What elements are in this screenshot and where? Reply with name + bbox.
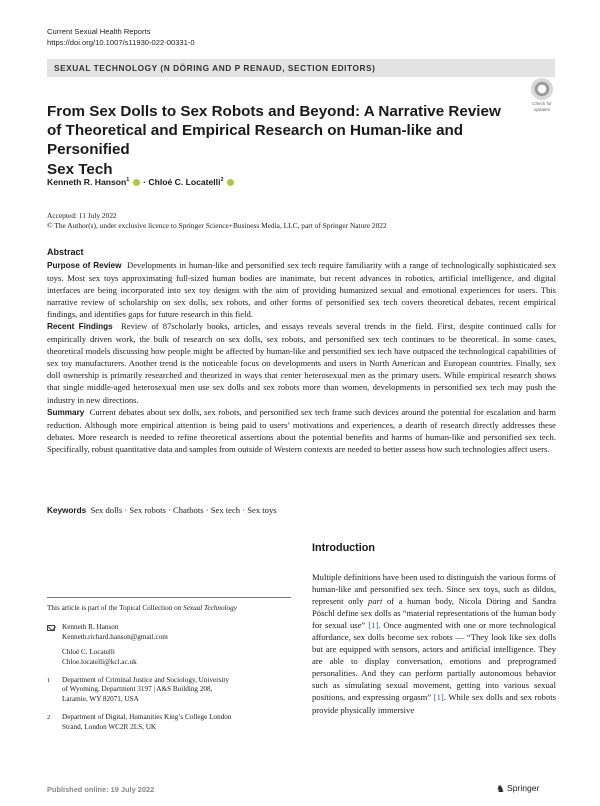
affiliation-number: 2 [47, 714, 51, 722]
title-line: From Sex Dolls to Sex Robots and Beyond: A Narrative Review [47, 103, 501, 120]
intro-emphasis: part [368, 596, 383, 607]
affiliation [47, 676, 291, 704]
abstract-summary [47, 406, 556, 455]
contact-name: Chloé C. Locatelli [62, 648, 115, 657]
orcid-icon[interactable] [133, 179, 140, 186]
abstract-findings [47, 320, 556, 405]
section-heading-introduction: Introduction [312, 542, 375, 554]
contact-name: Kenneth R. Hanson [62, 623, 119, 632]
article-title [47, 102, 517, 179]
summary-label: Summary [47, 407, 85, 417]
findings-label: Recent Findings [47, 322, 113, 332]
abstract [47, 247, 556, 455]
citation-link[interactable]: [1] [433, 692, 444, 703]
title-line: Sex Tech [47, 160, 113, 178]
affiliation-marker: 2 [220, 177, 224, 183]
affiliation-number: 1 [47, 677, 51, 685]
correspondence [47, 623, 291, 667]
affiliation-marker: 1 [126, 177, 130, 183]
intro-text: . While sex dolls and sex robots provide physically immersive [312, 692, 556, 715]
purpose-text: Developments in human-like and personified sex tech require familiarity with a range of technologically sophisticated sex toys. Most sex toys approximating full-sized human bodies are inanimate, but recent advances in robotics, artificial intelligence, and digital interfaces are being incorporated into sex toy designs with the aim of providing humanized sexual and emotional experiences for users. This narrative review of scholarship on sex dolls, sex robots, and other forms of personified sex tech covers theoretical debates, recent empirical findings, and identifies gaps for future research in this field. [47, 260, 556, 320]
crossmark-icon [531, 78, 553, 100]
findings-text: Review of 87scholarly books, articles, and essays reveals several trends in the field. First, despite continued calls for empirically driven work, the bulk of research on sex dolls, sex robots, and personified sex tech continues to be theoretical. In some cases, theoretical models discussing how people might be affected by human-like and personified sex tech have outpaced the technological capabilities of sex toy manufacturers. Another trend is the noticeable focus on developments and users in North American and European countries. Finally, sex doll ownership is primarily researched and theorized in ways that center heterosexual men as the primary users. While empirical research shows that single middle-aged heterosexual men use sex dolls and sex robots more than women, developments in personified sex tech may push the industry in new directions. [47, 321, 556, 405]
intro-text: Multiple definitions have been used to distinguish the various forms of human-like and personified sex tech. Since sex toys, such as dildos, represent only [312, 572, 556, 607]
topical-prefix: This article is part of the Topical Collection on [47, 604, 184, 612]
introduction-body [312, 571, 556, 716]
check-updates-line2: updates [533, 107, 551, 112]
affiliation-line: Laramie, WY 82071, USA [62, 694, 139, 703]
article-meta [47, 211, 387, 230]
journal-header [47, 27, 195, 48]
topical-collection-note [47, 604, 291, 613]
keywords-text: Sex dolls · Sex robots · Chatbots · Sex tech · Sex toys [90, 505, 277, 515]
publisher-name: Springer [506, 783, 540, 793]
affiliation-line: Department of Digital, Humanities King’s College London [62, 713, 232, 722]
doi-link[interactable]: https://doi.org/10.1007/s11930-022-00331-0 [47, 37, 195, 47]
section-banner: SEXUAL TECHNOLOGY (N DÖRING AND P RENAUD, SECTION EDITORS) [47, 59, 555, 77]
abstract-heading: Abstract [47, 247, 84, 257]
summary-text: Current debates about sex dolls, sex robots, and personified sex tech frame such devices around the potential for escalation and harm reduction. Although more empirical attention is being paid to users’ motivations and experiences, a dearth of research directly addresses these debates. More research is needed to refine theoretical assertions about the potential benefits and harms of human-like and personified sex tech. Specifically, robust quantitative data and samples from outside of Western contexts are needed to better assess how such technologies affect users. [47, 406, 556, 454]
copyright-notice: © The Author(s), under exclusive licence to Springer Science+Business Media, LLC, part of Springer Nature 2022 [47, 220, 387, 230]
footnotes [47, 597, 291, 741]
abstract-purpose [47, 259, 556, 320]
envelope-icon [47, 625, 55, 631]
journal-name: Current Sexual Health Reports [47, 27, 151, 36]
intro-text: of a human body, Nicola Döring and Sandra Pöschl define sex dolls as “material representations of the human body for sexual use” [312, 596, 556, 631]
title-line: of Theoretical and Empirical Research on Human-like and Personified [47, 122, 464, 159]
affiliation [47, 713, 291, 732]
accepted-date: Accepted: 11 July 2022 [47, 211, 117, 220]
keywords-label: Keywords [47, 506, 87, 515]
purpose-label: Purpose of Review [47, 261, 122, 270]
orcid-icon[interactable] [227, 179, 234, 186]
publisher-logo [496, 783, 539, 795]
author-separator: · [140, 177, 149, 187]
affiliation-line: Strand, London WC2R 2LS, UK [62, 722, 157, 731]
keywords [47, 505, 277, 515]
contact-email[interactable]: Kenneth.richard.hanson@gmail.com [62, 632, 168, 641]
springer-horse-icon: ♞ [496, 784, 505, 795]
author-name[interactable]: Chloé C. Locatelli [148, 177, 221, 187]
citation-link[interactable]: [1] [368, 620, 379, 631]
affiliation-line: Department of Criminal Justice and Sociology, University [62, 676, 230, 685]
published-online-date: Published online: 19 July 2022 [47, 785, 155, 794]
affiliation-line: of Wyoming, Department 3197 | A&S Building 208, [62, 685, 213, 694]
contact-email[interactable]: Chloe.locatelli@kcl.ac.uk [62, 657, 137, 666]
intro-text: . Once augmented with one or more technological affordance, sex dolls become sex robots — “They look like sex dolls but are equipped with sensors, actors and artificial intelligence. They are able to display conversation, emotions and preprogramed personalities. And they can perform partially autonomous behavior such as simulating sexual movement, getting into various sexual positions, and expressing orgasm” [312, 620, 556, 703]
author-name[interactable]: Kenneth R. Hanson [47, 177, 127, 187]
topical-collection-name[interactable]: Sexual Technology [183, 604, 237, 612]
author-list [47, 177, 235, 187]
check-for-updates-badge[interactable] [526, 78, 558, 112]
check-updates-line1: Check for [532, 101, 552, 106]
